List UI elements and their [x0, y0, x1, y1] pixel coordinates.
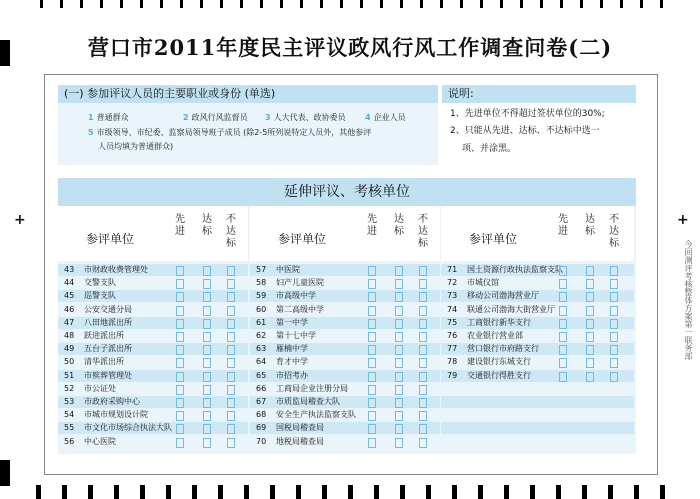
advanced-checkbox[interactable] — [368, 385, 376, 395]
timing-tick — [426, 485, 431, 499]
column-header-unqualified: 不 达 标 — [226, 214, 236, 249]
column-header-advanced: 先 进 — [367, 214, 377, 237]
unqualified-checkbox[interactable] — [419, 266, 427, 276]
unit-name: 安全生产执法监察支队 — [276, 410, 356, 420]
unqualified-checkbox[interactable] — [610, 292, 618, 302]
note-item: 1、先进单位不得超过签状单位的30%; — [450, 109, 605, 119]
unqualified-checkbox[interactable] — [419, 424, 427, 434]
qualified-checkbox[interactable] — [395, 438, 403, 448]
advanced-checkbox[interactable] — [559, 279, 567, 289]
timing-tick — [296, 485, 301, 499]
qualified-checkbox[interactable] — [203, 266, 211, 276]
unit-number: 61 — [256, 317, 267, 327]
qualified-checkbox[interactable] — [395, 279, 403, 289]
unit-number: 56 — [64, 436, 75, 446]
unqualified-checkbox[interactable] — [610, 279, 618, 289]
timing-tick — [582, 485, 587, 499]
qualified-checkbox[interactable] — [586, 266, 594, 276]
unit-name: 八田地派出所 — [84, 317, 132, 327]
timing-tick — [88, 485, 93, 499]
timing-tick — [620, 0, 623, 8]
timing-tick — [360, 0, 363, 8]
advanced-checkbox[interactable] — [176, 345, 184, 355]
advanced-checkbox[interactable] — [368, 398, 376, 408]
unit-number: 45 — [64, 291, 75, 301]
unit-number: 74 — [447, 304, 458, 314]
timing-tick — [520, 0, 523, 8]
unit-name: 联通公司渤海大街营业厅 — [467, 304, 555, 314]
unqualified-checkbox[interactable] — [419, 438, 427, 448]
unit-name: 市招考办 — [276, 370, 308, 380]
qualified-checkbox[interactable] — [203, 424, 211, 434]
advanced-checkbox[interactable] — [176, 385, 184, 395]
unqualified-checkbox[interactable] — [610, 266, 618, 276]
timing-tick — [240, 0, 243, 8]
column-header-unit: 参评单位 — [278, 232, 327, 246]
advanced-checkbox[interactable] — [176, 279, 184, 289]
unit-name: 育才中学 — [276, 357, 308, 367]
unit-name: 清华派出所 — [84, 357, 124, 367]
unit-name: 市高级中学 — [276, 291, 316, 301]
unit-name: 五台子派出所 — [84, 344, 132, 354]
qualified-checkbox[interactable] — [203, 292, 211, 302]
table-title: 延伸评议、考核单位 — [58, 178, 636, 206]
unit-number: 58 — [256, 278, 267, 288]
unit-name: 跃进派出所 — [84, 331, 124, 340]
unit-number: 54 — [64, 410, 75, 420]
timing-tick — [80, 0, 83, 8]
unit-name: 妇产儿童医院 — [276, 278, 324, 288]
qualified-checkbox[interactable] — [586, 319, 594, 329]
column-header-qualified: 达 标 — [202, 214, 212, 237]
advanced-checkbox[interactable] — [368, 306, 376, 316]
timing-tick — [40, 0, 43, 8]
unit-name: 市城仪馆 — [467, 278, 499, 288]
timing-tick — [530, 485, 535, 499]
unit-name: 第一中学 — [276, 317, 308, 327]
qualified-checkbox[interactable] — [395, 411, 403, 421]
column-header-unit: 参评单位 — [469, 232, 518, 246]
advanced-checkbox[interactable] — [176, 358, 184, 368]
unit-number: 43 — [64, 265, 75, 274]
timing-tick — [62, 485, 67, 499]
row-stripe — [441, 396, 634, 408]
unqualified-checkbox[interactable] — [419, 411, 427, 421]
unit-name: 交通银行得胜支行 — [467, 370, 531, 380]
unit-number: 53 — [64, 397, 75, 406]
unqualified-checkbox[interactable] — [419, 385, 427, 395]
unqualified-checkbox[interactable] — [419, 358, 427, 368]
option-supervisor[interactable]: 2 政风行风监督员 — [183, 113, 248, 122]
option-ordinary[interactable]: 1 普通群众 — [88, 113, 129, 122]
advanced-checkbox[interactable] — [368, 345, 376, 355]
unit-number: 73 — [447, 291, 458, 301]
advanced-checkbox[interactable] — [559, 306, 567, 316]
unqualified-checkbox[interactable] — [419, 332, 427, 342]
timing-tick — [340, 0, 343, 8]
qualified-checkbox[interactable] — [586, 372, 594, 382]
timing-tick — [218, 485, 223, 499]
unit-name: 建设银行东城支行 — [467, 357, 531, 367]
unit-name: 营口银行市府路支行 — [467, 344, 539, 354]
unit-number: 57 — [256, 265, 267, 274]
option-leadership-note: 人员均填为普通群众) — [98, 142, 174, 151]
qualified-checkbox[interactable] — [203, 279, 211, 289]
timing-tick — [420, 0, 423, 8]
unit-name: 市文化市场综合执法大队 — [84, 423, 172, 433]
timing-tick — [440, 0, 443, 8]
qualified-checkbox[interactable] — [395, 358, 403, 368]
timing-tick — [500, 0, 503, 8]
unit-number: 68 — [256, 410, 267, 420]
unit-number: 77 — [447, 344, 458, 354]
qualified-checkbox[interactable] — [586, 345, 594, 355]
unit-name: 第十七中学 — [276, 331, 316, 340]
unqualified-checkbox[interactable] — [610, 345, 618, 355]
qualified-checkbox[interactable] — [395, 266, 403, 276]
unit-number: 78 — [447, 357, 458, 367]
unqualified-checkbox[interactable] — [227, 372, 235, 382]
unit-name: 交警支队 — [84, 278, 116, 288]
unit-number: 69 — [256, 423, 267, 433]
advanced-checkbox[interactable] — [559, 345, 567, 355]
column-header-qualified: 达 标 — [585, 214, 595, 237]
qualified-checkbox[interactable] — [395, 306, 403, 316]
timing-tick — [120, 0, 123, 8]
qualified-checkbox[interactable] — [203, 345, 211, 355]
unit-number: 70 — [256, 436, 267, 446]
unit-name: 市质监局稽查大队 — [276, 397, 340, 406]
unit-name: 第二高级中学 — [276, 304, 324, 314]
timing-tick — [504, 485, 509, 499]
qualified-checkbox[interactable] — [586, 306, 594, 316]
unit-number: 63 — [256, 344, 267, 354]
unit-name: 工商银行新华支行 — [467, 317, 531, 327]
unit-name: 市政府采购中心 — [84, 397, 140, 406]
timing-tick — [400, 0, 403, 8]
timing-tick — [478, 485, 483, 499]
unit-name: 地税局稽查局 — [276, 436, 324, 446]
unqualified-checkbox[interactable] — [227, 411, 235, 421]
unit-number: 50 — [64, 357, 75, 367]
timing-tick — [270, 485, 275, 499]
unqualified-checkbox[interactable] — [227, 279, 235, 289]
timing-tick — [280, 0, 283, 8]
identity-header: (一) 参加评议人员的主要职业或身份 (单选) — [58, 85, 438, 103]
column-header-advanced: 先 进 — [175, 214, 185, 237]
advanced-checkbox[interactable] — [368, 411, 376, 421]
advanced-checkbox[interactable] — [559, 319, 567, 329]
row-stripe — [441, 422, 634, 434]
unit-name: 农业银行营业部 — [467, 331, 523, 340]
timing-tick — [660, 0, 663, 8]
advanced-checkbox[interactable] — [368, 372, 376, 382]
column-header-advanced: 先 进 — [558, 214, 568, 237]
qualified-checkbox[interactable] — [203, 385, 211, 395]
timing-tick — [556, 485, 561, 499]
advanced-checkbox[interactable] — [176, 319, 184, 329]
timing-tick — [560, 0, 563, 8]
unqualified-checkbox[interactable] — [419, 279, 427, 289]
advanced-checkbox[interactable] — [368, 438, 376, 448]
qualified-checkbox[interactable] — [203, 306, 211, 316]
column-header-qualified: 达 标 — [394, 214, 404, 237]
unit-number: 48 — [64, 331, 75, 340]
timing-tick — [200, 0, 203, 8]
unqualified-checkbox[interactable] — [610, 358, 618, 368]
unit-number: 51 — [64, 370, 75, 380]
timing-tick — [580, 0, 583, 8]
timing-tick — [600, 0, 603, 8]
unit-name: 巡警支队 — [84, 291, 116, 301]
unqualified-checkbox[interactable] — [610, 319, 618, 329]
qualified-checkbox[interactable] — [203, 398, 211, 408]
timing-tick — [166, 485, 171, 499]
qualified-checkbox[interactable] — [395, 424, 403, 434]
advanced-checkbox[interactable] — [176, 398, 184, 408]
timing-tick — [380, 0, 383, 8]
qualified-checkbox[interactable] — [203, 372, 211, 382]
timing-tick — [634, 485, 639, 499]
timing-tick — [192, 485, 197, 499]
registration-cross: + — [14, 212, 26, 228]
unit-number: 71 — [447, 265, 458, 274]
unit-number: 44 — [64, 278, 75, 288]
advanced-checkbox[interactable] — [559, 332, 567, 342]
qualified-checkbox[interactable] — [395, 398, 403, 408]
option-leadership[interactable]: 5 市级领导、市纪委、监察局领导班子成员 (除2-5所列说特定人员外，其他参评 — [88, 128, 372, 137]
option-deputy[interactable]: 3 人大代表、政协委员 — [265, 113, 346, 122]
advanced-checkbox[interactable] — [176, 411, 184, 421]
advanced-checkbox[interactable] — [559, 292, 567, 302]
unit-name: 工商局企业注册分局 — [276, 383, 348, 393]
unit-name: 中心医院 — [84, 436, 116, 446]
timing-tick — [460, 0, 463, 8]
note-item: 2、只能从先进、达标、不达标中选一 — [450, 126, 600, 136]
column-header-unit: 参评单位 — [86, 232, 135, 246]
column-header-unqualified: 不 达 标 — [609, 214, 619, 249]
left-timing-mark — [0, 460, 10, 486]
unqualified-checkbox[interactable] — [419, 319, 427, 329]
unit-number: 60 — [256, 304, 267, 314]
qualified-checkbox[interactable] — [203, 358, 211, 368]
unqualified-checkbox[interactable] — [227, 292, 235, 302]
qualified-checkbox[interactable] — [203, 411, 211, 421]
unit-number: 59 — [256, 291, 267, 301]
unqualified-checkbox[interactable] — [610, 306, 618, 316]
timing-tick — [540, 0, 543, 8]
unit-name: 中医院 — [276, 265, 300, 274]
registration-cross: + — [677, 212, 689, 228]
timing-tick — [140, 0, 143, 8]
qualified-checkbox[interactable] — [586, 358, 594, 368]
unqualified-checkbox[interactable] — [227, 319, 235, 329]
advanced-checkbox[interactable] — [368, 292, 376, 302]
unit-number: 46 — [64, 304, 75, 314]
unit-number: 75 — [447, 317, 458, 327]
qualified-checkbox[interactable] — [203, 332, 211, 342]
advanced-checkbox[interactable] — [368, 279, 376, 289]
unqualified-checkbox[interactable] — [227, 438, 235, 448]
timing-tick — [140, 485, 145, 499]
unqualified-checkbox[interactable] — [227, 424, 235, 434]
unit-name: 国税局稽查局 — [276, 423, 324, 433]
unit-number: 52 — [64, 383, 75, 393]
unit-name: 公安交通分局 — [84, 304, 132, 314]
unit-number: 79 — [447, 370, 458, 380]
notes-header: 说明: — [442, 85, 636, 103]
advanced-checkbox[interactable] — [368, 319, 376, 329]
advanced-checkbox[interactable] — [368, 424, 376, 434]
unit-number: 49 — [64, 344, 75, 354]
unit-name: 市财政收费管理处 — [84, 265, 148, 274]
unit-number: 67 — [256, 397, 267, 406]
timing-tick — [114, 485, 119, 499]
timing-tick — [322, 485, 327, 499]
advanced-checkbox[interactable] — [368, 358, 376, 368]
column-header-unqualified: 不 达 标 — [418, 214, 428, 249]
timing-tick — [100, 0, 103, 8]
qualified-checkbox[interactable] — [395, 292, 403, 302]
unqualified-checkbox[interactable] — [227, 398, 235, 408]
qualified-checkbox[interactable] — [586, 332, 594, 342]
unqualified-checkbox[interactable] — [227, 345, 235, 355]
unit-number: 64 — [256, 357, 267, 367]
option-enterprise[interactable]: 4 企业人员 — [365, 113, 406, 122]
timing-tick — [480, 0, 483, 8]
unqualified-checkbox[interactable] — [610, 372, 618, 382]
unit-name: 雁楠中学 — [276, 344, 308, 354]
qualified-checkbox[interactable] — [586, 279, 594, 289]
timing-tick — [452, 485, 457, 499]
advanced-checkbox[interactable] — [176, 438, 184, 448]
timing-tick — [260, 0, 263, 8]
qualified-checkbox[interactable] — [395, 385, 403, 395]
advanced-checkbox[interactable] — [176, 372, 184, 382]
unqualified-checkbox[interactable] — [419, 292, 427, 302]
timing-tick — [180, 0, 183, 8]
advanced-checkbox[interactable] — [559, 358, 567, 368]
qualified-checkbox[interactable] — [395, 332, 403, 342]
advanced-checkbox[interactable] — [176, 292, 184, 302]
unqualified-checkbox[interactable] — [419, 372, 427, 382]
advanced-checkbox[interactable] — [559, 266, 567, 276]
unit-number: 62 — [256, 331, 267, 340]
timing-tick — [220, 0, 223, 8]
timing-tick — [374, 485, 379, 499]
unqualified-checkbox[interactable] — [419, 345, 427, 355]
unqualified-checkbox[interactable] — [227, 266, 235, 276]
page-title: 营口市2011年度民主评议政风行风工作调查问卷(二) — [87, 35, 613, 60]
unqualified-checkbox[interactable] — [227, 306, 235, 316]
unqualified-checkbox[interactable] — [610, 332, 618, 342]
unqualified-checkbox[interactable] — [227, 358, 235, 368]
unit-number: 47 — [64, 317, 75, 327]
timing-tick — [660, 485, 665, 499]
unit-name: 市公证处 — [84, 383, 116, 393]
unit-name: 市殡葬管理处 — [84, 370, 132, 380]
note-item: 项、并涂黑。 — [462, 144, 517, 154]
unqualified-checkbox[interactable] — [419, 306, 427, 316]
unit-number: 65 — [256, 370, 267, 380]
qualified-checkbox[interactable] — [586, 292, 594, 302]
advanced-checkbox[interactable] — [176, 332, 184, 342]
timing-tick — [348, 485, 353, 499]
unit-number: 72 — [447, 278, 458, 288]
unqualified-checkbox[interactable] — [419, 398, 427, 408]
qualified-checkbox[interactable] — [203, 319, 211, 329]
qualified-checkbox[interactable] — [395, 319, 403, 329]
advanced-checkbox[interactable] — [368, 266, 376, 276]
unit-number: 66 — [256, 383, 267, 393]
advanced-checkbox[interactable] — [176, 266, 184, 276]
timing-tick — [244, 485, 249, 499]
qualified-checkbox[interactable] — [395, 345, 403, 355]
advanced-checkbox[interactable] — [176, 306, 184, 316]
unqualified-checkbox[interactable] — [227, 385, 235, 395]
unit-name: 市城市规划设计院 — [84, 410, 148, 420]
timing-tick — [36, 485, 41, 499]
qualified-checkbox[interactable] — [203, 438, 211, 448]
advanced-checkbox[interactable] — [559, 372, 567, 382]
timing-tick — [60, 0, 63, 8]
unqualified-checkbox[interactable] — [227, 332, 235, 342]
unit-name: 移动公司渤海营业厅 — [467, 291, 539, 301]
timing-tick — [608, 485, 613, 499]
advanced-checkbox[interactable] — [176, 424, 184, 434]
unit-name: 国土资源行政执法监察支队 — [467, 265, 563, 274]
timing-tick — [400, 485, 405, 499]
timing-tick — [320, 0, 323, 8]
timing-tick — [160, 0, 163, 8]
timing-tick — [640, 0, 643, 8]
side-vertical-text: 今回测评考核整体方案第一联务部 — [684, 240, 693, 360]
unit-number: 55 — [64, 423, 75, 433]
timing-tick — [300, 0, 303, 8]
unit-number: 76 — [447, 331, 458, 340]
qualified-checkbox[interactable] — [395, 372, 403, 382]
advanced-checkbox[interactable] — [368, 332, 376, 342]
